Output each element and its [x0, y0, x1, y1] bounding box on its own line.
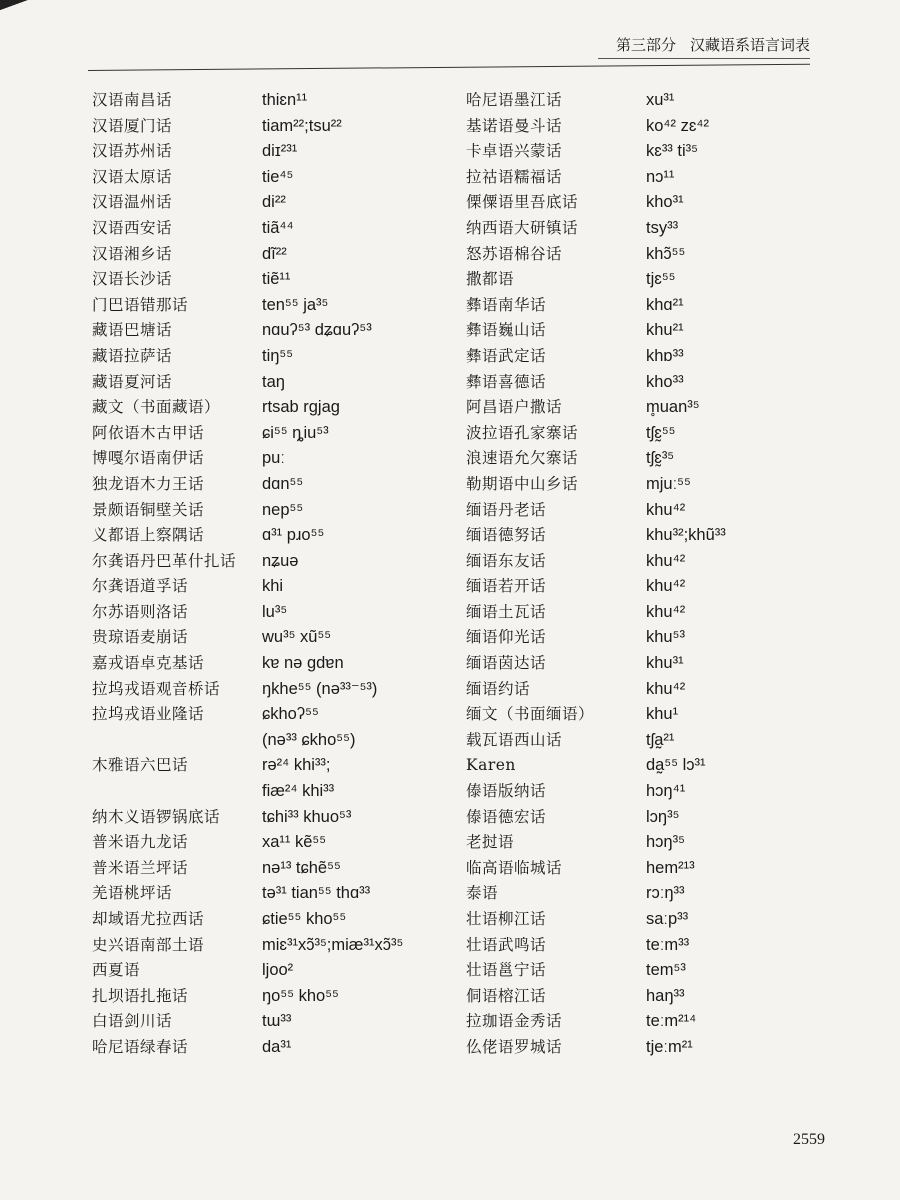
word-form: kho³³ — [646, 372, 684, 391]
dialect-name: 藏语夏河话 — [92, 372, 173, 391]
entry-row — [466, 958, 826, 984]
dialect-name: 汉语太原话 — [92, 167, 173, 186]
word-form: ŋo⁵⁵ kho⁵⁵ — [262, 986, 339, 1005]
entry-row — [92, 651, 452, 677]
dialect-name: 壮语柳江话 — [466, 910, 547, 928]
entry-row — [466, 344, 826, 370]
word-form: hɔŋ³⁵ — [646, 833, 685, 852]
entry-row — [92, 856, 452, 882]
word-form: khu²¹ — [646, 321, 684, 340]
dialect-name: 义都语上察隅话 — [92, 526, 205, 545]
entry-row — [466, 498, 826, 524]
right-column — [466, 88, 826, 1061]
header-underline — [598, 58, 810, 59]
entry-row — [466, 933, 826, 959]
word-form: lu³⁵ — [262, 602, 288, 621]
entry-row — [466, 395, 826, 421]
dialect-name: 哈尼语墨江话 — [466, 91, 563, 109]
dialect-name: 仫佬语罗城话 — [466, 1037, 563, 1056]
entry-row — [466, 677, 826, 703]
word-form: tʃɛ̰³⁵ — [646, 449, 675, 468]
word-form: ŋkhe⁵⁵ (nə³³⁻⁵³) — [262, 679, 378, 698]
entry-row — [466, 805, 826, 831]
entry-row — [92, 625, 452, 651]
dialect-name: 汉语西安话 — [92, 218, 173, 237]
word-form: nʑuə — [262, 551, 299, 570]
word-form: dɑn⁵⁵ — [262, 474, 304, 493]
dialect-name: 纳木义语锣锅底话 — [92, 807, 221, 826]
entry-row — [466, 267, 826, 293]
word-form: lɔŋ³⁵ — [646, 807, 680, 826]
word-form: khu⁴² — [646, 577, 686, 596]
word-form: khu³¹ — [646, 654, 684, 673]
page-corner-mark — [0, 0, 40, 14]
entry-row — [92, 139, 452, 165]
word-form: fiæ²⁴ khi³³ — [262, 782, 335, 801]
entry-row — [466, 446, 826, 472]
dialect-name: 撒都语 — [466, 270, 515, 289]
word-form: saːp³³ — [646, 910, 689, 928]
dialect-name: 汉语温州话 — [92, 193, 173, 212]
dialect-name: 羌语桃坪话 — [92, 884, 173, 903]
entry-row — [466, 728, 826, 754]
entry-row — [92, 779, 452, 805]
word-form: taŋ — [262, 372, 285, 391]
word-form: hem²¹³ — [646, 858, 695, 877]
dialect-name: 汉语南昌话 — [92, 91, 173, 109]
entry-row — [92, 933, 452, 959]
word-form: tʃɛ̰⁵⁵ — [646, 423, 676, 442]
dialect-name: 普米语九龙话 — [92, 833, 189, 852]
entry-row — [92, 830, 452, 856]
dialect-name: 尔龚语丹巴革什扎话 — [92, 551, 237, 570]
word-form: khu⁴² — [646, 602, 686, 621]
dialect-name: 嘉戎语卓克基话 — [92, 654, 205, 673]
word-form: khɑ²¹ — [646, 295, 684, 314]
entry-row — [466, 242, 826, 268]
dialect-name: 拉坞戎语业隆话 — [92, 705, 205, 724]
dialect-name: 汉语厦门话 — [92, 116, 173, 135]
entry-row — [466, 856, 826, 882]
dialect-name: 缅语若开话 — [466, 577, 547, 596]
entry-row — [92, 753, 452, 779]
word-form: rɔːŋ³³ — [646, 884, 685, 903]
word-form: khɒ³³ — [646, 346, 684, 365]
entry-row — [92, 600, 452, 626]
dialect-name: 缅语约话 — [466, 679, 531, 698]
dialect-name: 门巴语错那话 — [92, 295, 189, 314]
dialect-name: 缅语土瓦话 — [466, 602, 547, 621]
word-form: rə²⁴ khi³³; — [262, 756, 331, 775]
entry-row — [92, 421, 452, 447]
dialect-name: 怒苏语棉谷话 — [466, 244, 563, 263]
dialect-name: 尔龚语道孚话 — [92, 577, 189, 596]
word-form: rtsab rgjag — [262, 398, 340, 417]
word-form: (nə³³ ɕkho⁵⁵) — [262, 730, 356, 749]
dialect-name: 拉祜语糯福话 — [466, 167, 563, 186]
word-form: nɑuʔ⁵³ dʑɑuʔ⁵³ — [262, 321, 372, 340]
entry-row — [92, 216, 452, 242]
entry-row — [92, 984, 452, 1010]
entry-row — [466, 370, 826, 396]
dialect-name: 博嘎尔语南伊话 — [92, 449, 205, 468]
dialect-name: 扎坝语扎拖话 — [92, 986, 189, 1005]
word-form: tsy³³ — [646, 218, 679, 237]
word-form: m̥uan³⁵ — [646, 398, 700, 417]
dialect-name: 哈尼语绿春话 — [92, 1037, 189, 1056]
dialect-name: 阿昌语户撒话 — [466, 398, 563, 417]
entry-row — [92, 549, 452, 575]
word-form: da³¹ — [262, 1037, 292, 1056]
dialect-name: 缅语德努话 — [466, 526, 547, 545]
word-form: thiɛn¹¹ — [262, 91, 308, 109]
left-column — [92, 88, 452, 1061]
dialect-name: 彝语喜德话 — [466, 372, 547, 391]
word-form: kɐ nə gdɐn — [262, 654, 344, 673]
dialect-name: 基诺语曼斗话 — [466, 116, 563, 135]
entry-row — [466, 88, 826, 114]
word-form: ɕtie⁵⁵ kho⁵⁵ — [262, 910, 347, 928]
word-form: tiẽ¹¹ — [262, 270, 291, 289]
entry-row — [92, 267, 452, 293]
entry-row — [466, 753, 826, 779]
word-form: mjuː⁵⁵ — [646, 474, 691, 493]
entry-row — [466, 651, 826, 677]
dialect-name: 阿依语木古甲话 — [92, 423, 205, 442]
dialect-name: 拉坞戎语观音桥话 — [92, 679, 221, 698]
entry-row — [466, 625, 826, 651]
word-form: khɔ̃⁵⁵ — [646, 244, 686, 263]
word-form: tjeːm²¹ — [646, 1037, 693, 1056]
word-form: tjɛ⁵⁵ — [646, 270, 676, 289]
entry-row — [92, 523, 452, 549]
dialect-name: 侗语榕江话 — [466, 986, 547, 1005]
word-form: kɛ³³ ti³⁵ — [646, 142, 698, 161]
word-form: dĩ²² — [262, 244, 287, 263]
entry-row — [466, 165, 826, 191]
word-form: ten⁵⁵ ja³⁵ — [262, 295, 329, 314]
entry-row — [466, 907, 826, 933]
word-form: wu³⁵ xũ⁵⁵ — [262, 628, 332, 647]
word-form: nɔ¹¹ — [646, 167, 675, 186]
dialect-name: 藏文（书面藏语） — [92, 398, 221, 417]
entry-row — [92, 242, 452, 268]
word-form: khu⁴² — [646, 679, 686, 698]
dialect-name: 泰语 — [466, 884, 499, 903]
dialect-name: 傣语版纳话 — [466, 782, 547, 801]
entry-row — [92, 728, 452, 754]
dialect-name: 傣语德宏话 — [466, 807, 547, 826]
dialect-name: 彝语巍山话 — [466, 321, 547, 340]
dialect-name: 老挝语 — [466, 833, 515, 852]
entry-row — [466, 421, 826, 447]
entry-row — [466, 984, 826, 1010]
page-number: 2559 — [793, 1131, 825, 1148]
entry-row — [92, 165, 452, 191]
word-form: diɪ²³¹ — [262, 142, 298, 161]
word-form: tiŋ⁵⁵ — [262, 346, 294, 365]
entry-row — [92, 1035, 452, 1061]
entry-row — [466, 549, 826, 575]
entry-row — [466, 830, 826, 856]
entry-row — [92, 318, 452, 344]
entry-row — [92, 907, 452, 933]
dialect-name: 壮语邕宁话 — [466, 961, 547, 980]
entry-row — [92, 472, 452, 498]
dialect-name: 纳西语大研镇话 — [466, 218, 579, 237]
entry-row — [92, 958, 452, 984]
dialect-name: Karen — [466, 756, 516, 775]
dialect-name: 浪速语允欠寨话 — [466, 449, 579, 468]
entry-row — [466, 190, 826, 216]
entry-row — [466, 702, 826, 728]
entry-row — [92, 1009, 452, 1035]
word-form: da̰⁵⁵ lɔ³¹ — [646, 756, 706, 775]
word-form: khu³²;khũ³³ — [646, 526, 726, 545]
dialect-name: 史兴语南部土语 — [92, 935, 205, 954]
entry-row — [92, 114, 452, 140]
word-form: tie⁴⁵ — [262, 167, 294, 186]
dialect-name: 壮语武鸣话 — [466, 935, 547, 954]
entry-row — [466, 318, 826, 344]
word-form: teːm²¹⁴ — [646, 1012, 697, 1031]
word-form: khu¹ — [646, 705, 679, 724]
word-form: di²² — [262, 193, 286, 212]
entry-row — [466, 881, 826, 907]
entry-row — [92, 370, 452, 396]
word-form: ɕi⁵⁵ ȵiu⁵³ — [262, 423, 329, 442]
dialect-name: 彝语南华话 — [466, 295, 547, 314]
word-form: nep⁵⁵ — [262, 500, 304, 519]
entry-row — [92, 344, 452, 370]
word-form: teːm³³ — [646, 935, 690, 954]
entry-row — [466, 1009, 826, 1035]
dialect-name: 白语剑川话 — [92, 1012, 173, 1031]
entry-row — [92, 805, 452, 831]
dialect-name: 傈僳语里吾底话 — [466, 193, 579, 212]
word-form: miɛ³¹xɔ̃³⁵;miæ³¹xɔ̃³⁵ — [262, 935, 404, 954]
word-form: puː — [262, 449, 285, 468]
entry-row — [92, 88, 452, 114]
entry-row — [466, 293, 826, 319]
entry-row — [92, 702, 452, 728]
word-form: tə³¹ tian⁵⁵ thɑ³³ — [262, 884, 371, 903]
header-title: 汉藏语系语言词表 — [689, 36, 810, 54]
header-rule — [88, 64, 810, 71]
entry-row — [466, 472, 826, 498]
dialect-name: 独龙语木力王话 — [92, 474, 205, 493]
dialect-name: 载瓦语西山话 — [466, 730, 563, 749]
word-form: xu³¹ — [646, 91, 675, 109]
dialect-name: 波拉语孔家寨话 — [466, 423, 579, 442]
entry-row — [466, 216, 826, 242]
word-form: xa¹¹ kẽ⁵⁵ — [262, 833, 327, 852]
dialect-name: 汉语湘乡话 — [92, 244, 173, 263]
dialect-name: 汉语苏州话 — [92, 142, 173, 161]
entry-row — [92, 446, 452, 472]
word-form: ɑ³¹ pɹo⁵⁵ — [262, 526, 325, 545]
running-header — [600, 34, 810, 55]
word-form: tiã⁴⁴ — [262, 218, 294, 237]
dialect-name: 缅语丹老话 — [466, 500, 547, 519]
dialect-name: 普米语兰坪话 — [92, 858, 189, 877]
dialect-name: 拉珈语金秀话 — [466, 1012, 563, 1031]
dialect-name: 藏语巴塘话 — [92, 321, 173, 340]
entry-row — [466, 1035, 826, 1061]
dialect-name: 缅语仰光话 — [466, 628, 547, 647]
entry-row — [92, 498, 452, 524]
entry-row — [466, 114, 826, 140]
word-form: hɔŋ⁴¹ — [646, 782, 686, 801]
dialect-name: 藏语拉萨话 — [92, 346, 173, 365]
dialect-name: 卡卓语兴蒙话 — [466, 142, 563, 161]
entry-row — [466, 139, 826, 165]
dialect-name: 贵琼语麦崩话 — [92, 628, 189, 647]
word-form: ljoo² — [262, 961, 294, 980]
dialect-name: 勒期语中山乡话 — [466, 474, 579, 493]
word-form: haŋ³³ — [646, 986, 685, 1005]
dialect-name: 尔苏语则洛话 — [92, 602, 189, 621]
word-form: tem⁵³ — [646, 961, 686, 980]
dialect-name: 缅文（书面缅语） — [466, 705, 595, 724]
entry-row — [92, 677, 452, 703]
entry-row — [466, 779, 826, 805]
dialect-name: 汉语长沙话 — [92, 270, 173, 289]
dialect-name: 景颇语铜壁关话 — [92, 500, 205, 519]
header-section: 第三部分 — [615, 36, 676, 54]
dialect-name: 彝语武定话 — [466, 346, 547, 365]
word-form: tɯ³³ — [262, 1012, 292, 1031]
word-form: khu⁵³ — [646, 628, 685, 647]
dialect-name: 木雅语六巴话 — [92, 756, 189, 775]
word-form: khu⁴² — [646, 500, 686, 519]
word-form: tʃa̰²¹ — [646, 730, 675, 749]
word-form: khi — [262, 577, 284, 596]
word-form: ko⁴² zɛ⁴² — [646, 116, 709, 135]
dialect-name: 却域语尤拉西话 — [92, 910, 205, 928]
entry-row — [466, 600, 826, 626]
entry-row — [466, 523, 826, 549]
word-form: tɕhi³³ khuo⁵³ — [262, 807, 352, 826]
entry-row — [92, 881, 452, 907]
entry-row — [92, 293, 452, 319]
dialect-name: 西夏语 — [92, 961, 141, 980]
dialect-name: 缅语东友话 — [466, 551, 547, 570]
word-form: tiam²²;tsu²² — [262, 116, 342, 135]
dialect-name: 临高语临城话 — [466, 858, 563, 877]
word-form: kho³¹ — [646, 193, 684, 212]
word-form: nə¹³ tɕhẽ⁵⁵ — [262, 858, 341, 877]
word-form: khu⁴² — [646, 551, 686, 570]
word-form: ɕkhoʔ⁵⁵ — [262, 705, 319, 724]
entry-row — [92, 190, 452, 216]
dialect-name: 缅语茵达话 — [466, 654, 547, 673]
entry-row — [92, 395, 452, 421]
entry-row — [466, 574, 826, 600]
entry-row — [92, 574, 452, 600]
